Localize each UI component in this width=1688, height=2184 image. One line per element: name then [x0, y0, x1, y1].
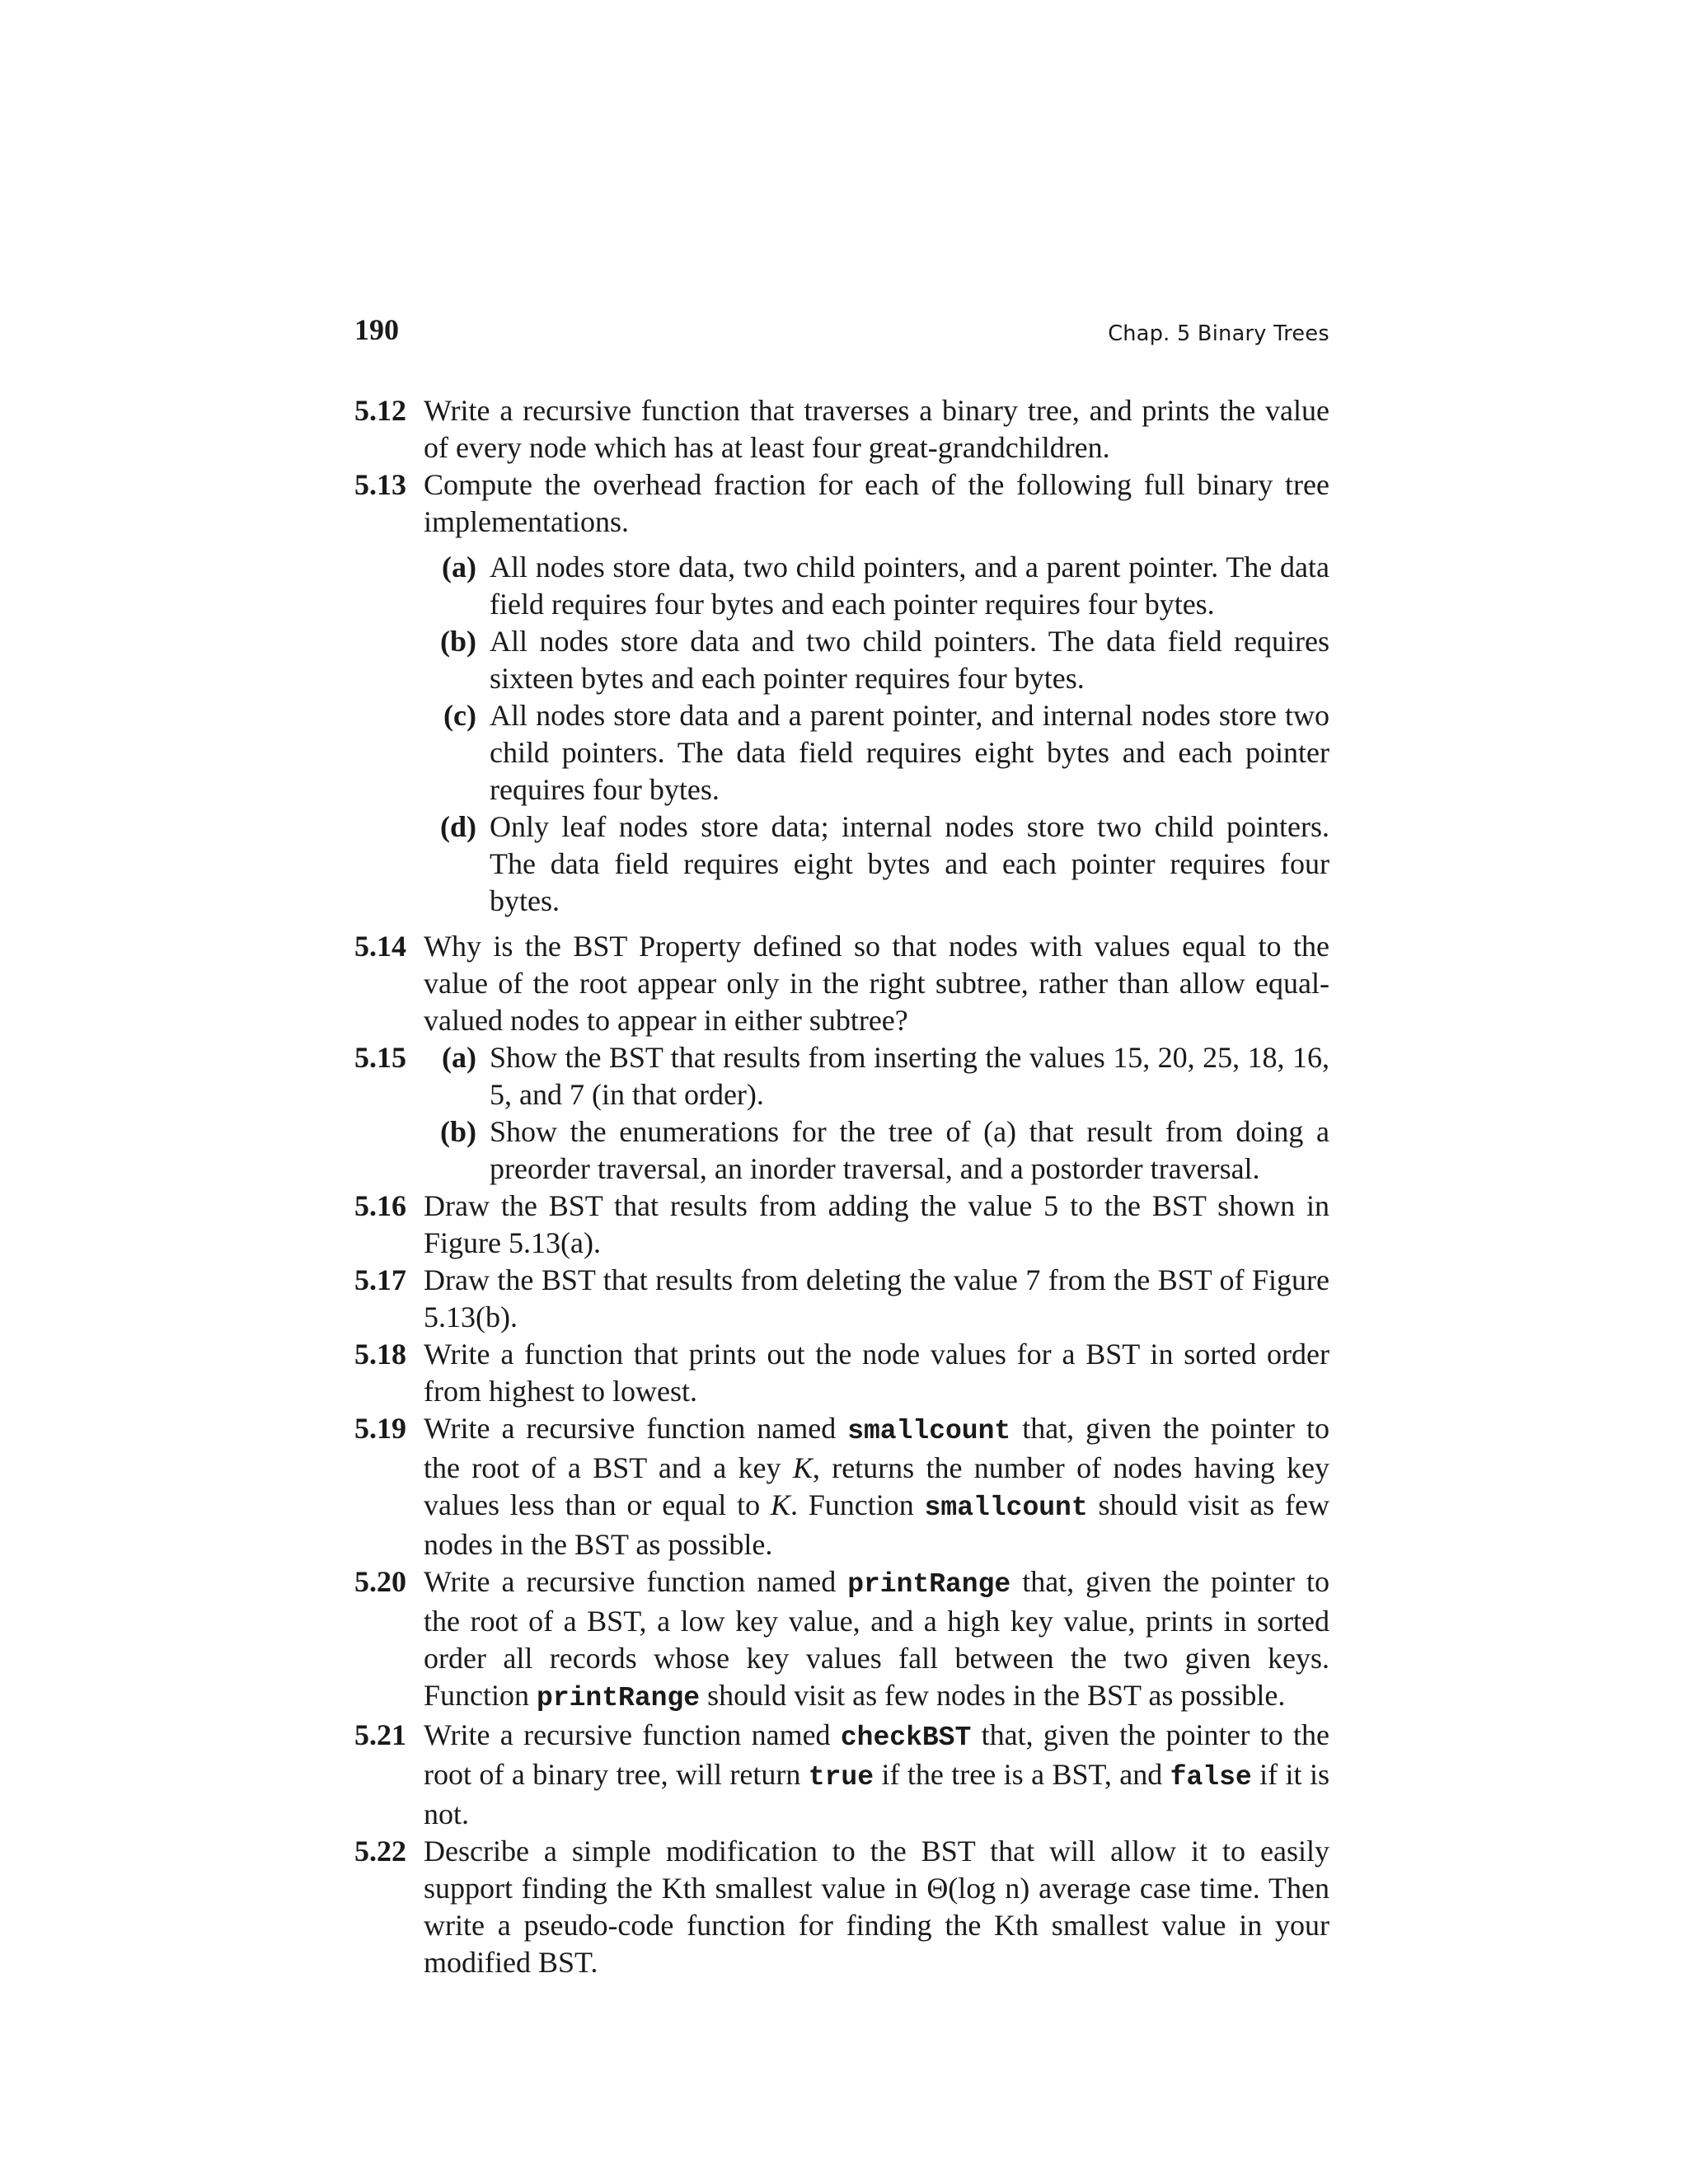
exercise-text: Draw the BST that results from adding the value 5 to the BST shown in Figure 5.13(a).	[424, 1189, 1329, 1259]
subpart-label: (a)	[442, 1041, 476, 1074]
exercise-5-15	[354, 1039, 1329, 1188]
text-run: Write a recursive function named	[424, 1718, 841, 1751]
exercise-list	[354, 392, 1329, 1981]
text-run: average case time. Then write a pseudo-code function for finding the Kth smallest value in your modified BST.	[424, 1872, 1329, 1979]
subpart-label: (c)	[443, 699, 476, 732]
text-run: Write a recursive function named	[424, 1412, 848, 1445]
exercise-number: 5.12	[354, 394, 406, 427]
subpart-label: (b)	[440, 625, 476, 658]
page-number: 190	[354, 313, 399, 346]
text-run: , returns the number of nodes having key values less than or equal to	[424, 1451, 1330, 1521]
exercise-text	[424, 1835, 1329, 1979]
subpart-d	[424, 808, 1329, 920]
subpart-b	[424, 1113, 1329, 1188]
subpart-text: All nodes store data and two child pointers. The data field requires sixteen bytes and each pointer requires four bytes.	[490, 625, 1329, 695]
exercise-5-14	[354, 928, 1329, 1039]
exercise-text: Write a recursive function that traverses a binary tree, and prints the value of every node which has at least four great-grandchildren.	[424, 394, 1329, 464]
text-run: if it is not.	[424, 1758, 1329, 1830]
code-printrange: printRange	[537, 1683, 701, 1713]
exercise-text	[424, 1565, 1329, 1712]
running-head: Chap. 5 Binary Trees	[1108, 321, 1329, 346]
text-run: if the tree is a BST, and	[874, 1758, 1170, 1791]
text-run: should visit as few nodes in the BST as possible.	[700, 1679, 1286, 1712]
subpart-text: All nodes store data and a parent pointer, and internal nodes store two child pointers. The data field requires eight bytes and each pointer requires four bytes.	[490, 699, 1329, 806]
text-run: Write a recursive function named	[424, 1565, 848, 1598]
exercise-text: Write a function that prints out the node values for a BST in sorted order from highest to lowest.	[424, 1338, 1329, 1408]
exercise-text: Why is the BST Property defined so that nodes with values equal to the value of the root appear only in the right subtree, rather than allow equal-valued nodes to appear in either subtree?	[424, 930, 1329, 1037]
subpart-c	[424, 697, 1329, 808]
exercise-5-13	[354, 466, 1329, 920]
text-run: that, given the pointer to the root of a BST, a low key value, and a high key value, prints in sorted order all records whose key values fall between the two given keys. Function	[424, 1565, 1329, 1712]
exercise-5-20	[354, 1563, 1329, 1717]
text-run: that, given the pointer to the root of a BST and a key	[424, 1412, 1329, 1484]
text-run: . Function	[790, 1488, 925, 1521]
exercise-number: 5.22	[354, 1835, 406, 1868]
subpart-label: (a)	[442, 551, 476, 583]
code-checkbst: checkBST	[840, 1722, 972, 1753]
code-smallcount: smallcount	[924, 1493, 1088, 1523]
code-smallcount: smallcount	[847, 1416, 1011, 1446]
text-run: should visit as few nodes in the BST as possible.	[424, 1488, 1329, 1561]
code-printrange: printRange	[847, 1569, 1011, 1600]
math-theta-log-n: Θ(log n)	[926, 1872, 1030, 1905]
exercise-5-22	[354, 1833, 1329, 1981]
exercise-number: 5.18	[354, 1338, 406, 1371]
subpart-a	[424, 1039, 1329, 1113]
exercise-text	[424, 1718, 1329, 1830]
text-run: that, given the pointer to the root of a binary tree, will return	[424, 1718, 1330, 1791]
exercise-5-16	[354, 1188, 1329, 1262]
exercise-5-12	[354, 392, 1329, 466]
subpart-text: Show the BST that results from inserting the values 15, 20, 25, 18, 16, 5, and 7 (in that order).	[490, 1041, 1329, 1111]
exercise-5-21	[354, 1717, 1329, 1833]
exercise-number: 5.15	[354, 1041, 406, 1074]
exercise-number: 5.13	[354, 468, 406, 501]
exercise-number: 5.14	[354, 930, 406, 963]
exercise-text: Compute the overhead fraction for each of the following full binary tree implementations.	[424, 468, 1329, 538]
subpart-list	[424, 549, 1329, 920]
exercise-number: 5.16	[354, 1189, 406, 1222]
subpart-text: All nodes store data, two child pointers, and a parent pointer. The data field requires four bytes and each pointer requires four bytes.	[490, 551, 1329, 621]
subpart-label: (d)	[440, 810, 476, 843]
subpart-text: Show the enumerations for the tree of (a) that result from doing a preorder traversal, an inorder traversal, and a postorder traversal.	[490, 1115, 1329, 1185]
math-k: K	[770, 1488, 790, 1521]
text-run: Describe a simple modification to the BST that will allow it to easily support finding the Kth smallest value in	[424, 1835, 1329, 1905]
code-false: false	[1170, 1762, 1252, 1793]
exercise-number: 5.20	[354, 1565, 406, 1598]
exercise-text: Draw the BST that results from deleting the value 7 from the BST of Figure 5.13(b).	[424, 1263, 1329, 1333]
exercise-5-19	[354, 1410, 1329, 1563]
exercise-text	[424, 1412, 1329, 1561]
subpart-label: (b)	[440, 1115, 476, 1148]
subpart-text: Only leaf nodes store data; internal nodes store two child pointers. The data field requires eight bytes and each pointer requires four bytes.	[490, 810, 1329, 917]
subpart-a	[424, 549, 1329, 623]
exercise-number: 5.19	[354, 1412, 406, 1445]
exercise-number: 5.21	[354, 1718, 406, 1751]
exercise-number: 5.17	[354, 1263, 406, 1296]
exercise-5-17	[354, 1262, 1329, 1336]
subpart-b	[424, 623, 1329, 697]
code-true: true	[808, 1762, 874, 1793]
exercise-5-18	[354, 1336, 1329, 1410]
math-k: K	[792, 1451, 813, 1484]
